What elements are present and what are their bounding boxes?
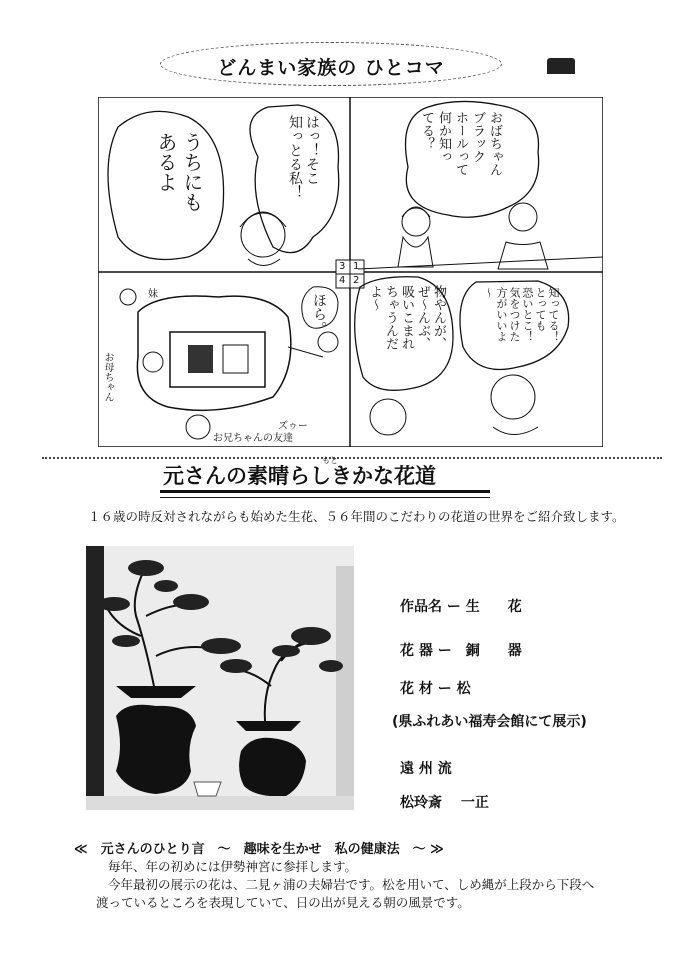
- header-oval: [160, 42, 502, 86]
- label-friend: お兄ちゃんの友達: [213, 433, 293, 444]
- label-imouto: 妹: [148, 289, 158, 300]
- section-title: 元さんの素晴らしきかな花道: [163, 464, 436, 488]
- detail-exhibit: (県ふれあい福寿会館にて展示): [392, 714, 587, 730]
- detail-artist: 松玲斎 一正: [400, 795, 489, 811]
- monologue-line-2: 今年最初の展示の花は、二見ヶ浦の夫婦岩です。松を用いて、しめ縄が上段から下段へ: [108, 877, 595, 892]
- detail-vessel: 花 器 ー 銅 器: [400, 643, 522, 659]
- detail-school: 遠 州 流: [400, 761, 452, 777]
- panel-number-2: 2: [353, 275, 360, 286]
- section-title-underline: [160, 490, 490, 498]
- corner-stamp: [547, 58, 575, 74]
- panel1-speech: おばちゃん ブラック ホールって 何か知っ てる？: [419, 111, 502, 176]
- label-zoo: ズゥー: [278, 421, 308, 432]
- panel2-speech: はっ！そこ 知っとる私！: [287, 115, 320, 199]
- panel4-speech-right: 知ってる！ とっても 恐いとこ！ 気をつけた 方がいいよ 〜: [482, 287, 560, 342]
- ikebana-photo: [86, 546, 354, 810]
- panel-number-3: 3: [339, 261, 346, 272]
- detail-material: 花 材 ー 松: [400, 681, 471, 697]
- detail-work: 作品名 ー 生 花: [400, 599, 522, 615]
- panel-number-1: 1: [353, 261, 360, 272]
- section-intro: １６歳の時反対されながらも始めた生花、５６年間のこだわりの花道の世界をご紹介致します。: [88, 509, 625, 524]
- monologue-title: ≪ 元さんのひとり言 ～ 趣味を生かせ 私の健康法 ～ ≫: [74, 842, 444, 857]
- panel-number-4: 4: [339, 275, 346, 286]
- page-title: どんまい家族の ひとコマ: [217, 57, 445, 79]
- panel3-speech-hora: ほら。: [311, 293, 327, 335]
- section-divider: [42, 457, 662, 459]
- panel3-speech: うちにも あるよ: [154, 132, 204, 212]
- monologue-line-3: 渡っているところを表現していて、日の出が見える朝の風景です。: [96, 895, 470, 910]
- section-title-ruby: もと: [322, 456, 338, 465]
- monologue-line-1: 毎年、年の初めには伊勢神宮に参拝します。: [108, 859, 358, 874]
- panel4-speech-mid: 物やんが、 ぜ〜んぶ、 吸いこまれ ちゃうんだ よ〜: [367, 285, 446, 350]
- label-okaasan: お母ちゃん: [102, 352, 113, 402]
- comic-strip: [98, 97, 603, 447]
